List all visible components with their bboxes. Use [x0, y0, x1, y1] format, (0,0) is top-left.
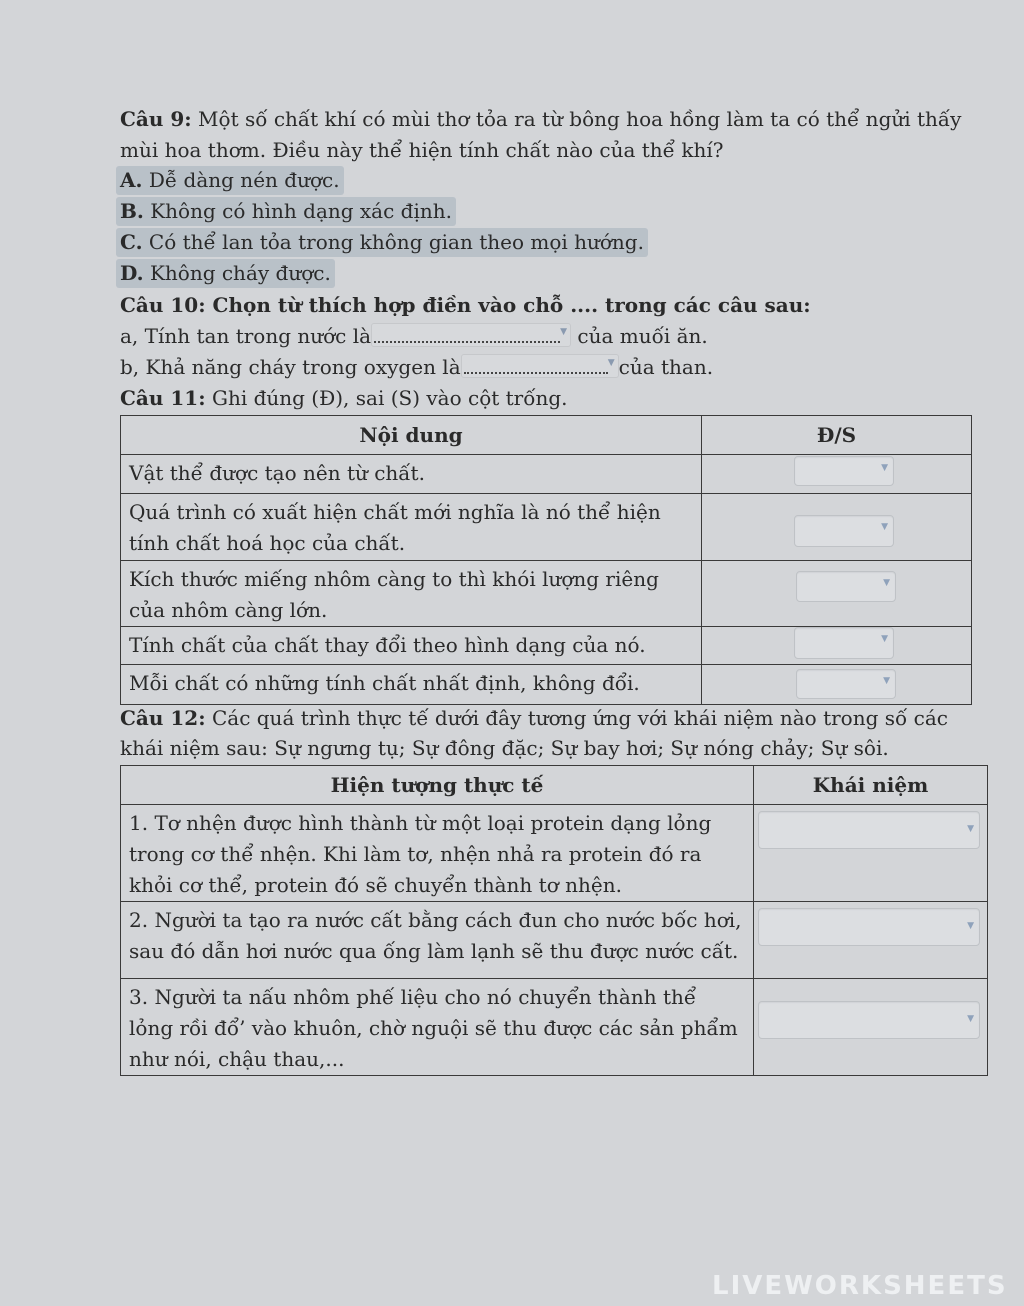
- q11-answer-5-dropdown[interactable]: [796, 669, 896, 699]
- q10-b-input[interactable]: [461, 354, 619, 378]
- q10-a-after: của muối ăn.: [577, 324, 708, 348]
- liveworksheets-logo: LIVEWORKSHEETS: [712, 1271, 1008, 1301]
- q10-a-before: a, Tính tan trong nước là: [120, 324, 372, 348]
- q12-label: Câu 12:: [120, 706, 206, 730]
- q11-heading: [120, 384, 568, 412]
- dropdown-triangle-icon: ▼: [967, 921, 974, 931]
- dropdown-triangle-icon: ▼: [881, 463, 888, 473]
- dropdown-triangle-icon: ▼: [883, 676, 890, 686]
- q9-line1: [120, 105, 961, 133]
- q9-label: Câu 9:: [120, 107, 192, 131]
- q11-header-content: Nội dung: [121, 416, 702, 455]
- q11-row-3-text: Kích thước miếng nhôm càng to thì khói lượng riêng của nhôm càng lớn.: [121, 561, 702, 627]
- dropdown-triangle-icon: ▼: [607, 358, 615, 368]
- q9-option-c-letter: C.: [120, 230, 143, 254]
- dropdown-triangle-icon: ▼: [967, 1014, 974, 1024]
- q9-option-d-letter: D.: [120, 261, 144, 285]
- q12-header-row: [121, 766, 988, 805]
- q9-option-b-text: Không có hình dạng xác định.: [150, 199, 452, 223]
- dropdown-triangle-icon: ▼: [881, 522, 888, 532]
- q9-line2: mùi hoa thơm. Điều này thể hiện tính chất nào của thể khí?: [120, 138, 724, 162]
- q9-option-b-letter: B.: [120, 199, 144, 223]
- q12-line1: [120, 704, 948, 732]
- dropdown-triangle-icon: ▼: [560, 327, 568, 337]
- q11-row-2-text: Quá trình có xuất hiện chất mới nghĩa là nó thể hiện tính chất hoá học của chất.: [121, 494, 702, 561]
- q9-option-a[interactable]: [116, 166, 344, 195]
- q12-header-concept: Khái niệm: [754, 766, 988, 805]
- q9-option-c[interactable]: [116, 228, 648, 257]
- q11-header-row: [121, 416, 972, 455]
- q11-answer-4-dropdown[interactable]: [794, 627, 894, 659]
- q12-row-1-text: 1. Tơ nhện được hình thành từ một loại protein dạng lỏng trong cơ thể nhện. Khi làm tơ, nhện nhả ra protein đó ra khỏi cơ thể, protein đó sẽ chuyển thành tơ nhện.: [121, 805, 754, 902]
- q9-option-b[interactable]: [116, 197, 456, 226]
- q9-option-a-text: Dễ dàng nén được.: [148, 168, 340, 192]
- q12-text1: Các quá trình thực tế dưới đây tương ứng với khái niệm nào trong số các: [211, 706, 948, 730]
- q11-answer-2-dropdown[interactable]: [794, 515, 894, 547]
- q12-header-phenomenon: Hiện tượng thực tế: [121, 766, 754, 805]
- q9-option-a-letter: A.: [120, 168, 143, 192]
- q9-option-d[interactable]: [116, 259, 335, 288]
- q12-answer-1-dropdown[interactable]: [758, 811, 980, 849]
- q12-row-3-text: 3. Người ta nấu nhôm phế liệu cho nó chuyển thành thể lỏng rồi đổ’ vào khuôn, chờ nguội sẽ thu được các sản phẩm như nói, chậu thau,...: [121, 979, 754, 1076]
- q11-text: Ghi đúng (Đ), sai (S) vào cột trống.: [211, 386, 568, 410]
- q10-b-after: của than.: [618, 355, 714, 379]
- q9-text1: Một số chất khí có mùi thơ tỏa ra từ bông hoa hồng làm ta có thể ngửi thấy: [198, 107, 962, 131]
- q11-row-4-text: Tính chất của chất thay đổi theo hình dạng của nó.: [121, 627, 702, 665]
- dropdown-triangle-icon: ▼: [881, 634, 888, 644]
- q10-line-b: [120, 353, 713, 381]
- q9-option-d-text: Không cháy được.: [149, 261, 331, 285]
- q11-answer-1-dropdown[interactable]: [794, 456, 894, 486]
- dropdown-triangle-icon: ▼: [967, 824, 974, 834]
- q9-option-c-text: Có thể lan tỏa trong không gian theo mọi hướng.: [148, 230, 644, 254]
- q12-answer-3-dropdown[interactable]: [758, 1001, 980, 1039]
- q12-row-2-text: 2. Người ta tạo ra nước cất bằng cách đun cho nước bốc hơi, sau đó dẫn hơi nước qua ống làm lạnh sẽ thu được nước cất.: [121, 902, 754, 979]
- q10-a-input[interactable]: [371, 323, 571, 347]
- q11-answer-3-dropdown[interactable]: [796, 571, 896, 602]
- q12-answer-2-dropdown[interactable]: [758, 908, 980, 946]
- q10-b-before: b, Khả năng cháy trong oxygen là: [120, 355, 461, 379]
- dropdown-triangle-icon: ▼: [883, 578, 890, 588]
- q11-header-ds: Đ/S: [702, 416, 972, 455]
- q11-row-1-text: Vật thể được tạo nên từ chất.: [121, 455, 702, 494]
- q11-label: Câu 11:: [120, 386, 206, 410]
- q10-heading: Câu 10: Chọn từ thích hợp điền vào chỗ .... trong các câu sau:: [120, 293, 811, 317]
- q10-line-a: [120, 322, 708, 350]
- q11-row-5-text: Mỗi chất có những tính chất nhất định, không đổi.: [121, 665, 702, 705]
- q12-line2: khái niệm sau: Sự ngưng tụ; Sự đông đặc; Sự bay hơi; Sự nóng chảy; Sự sôi.: [120, 736, 889, 760]
